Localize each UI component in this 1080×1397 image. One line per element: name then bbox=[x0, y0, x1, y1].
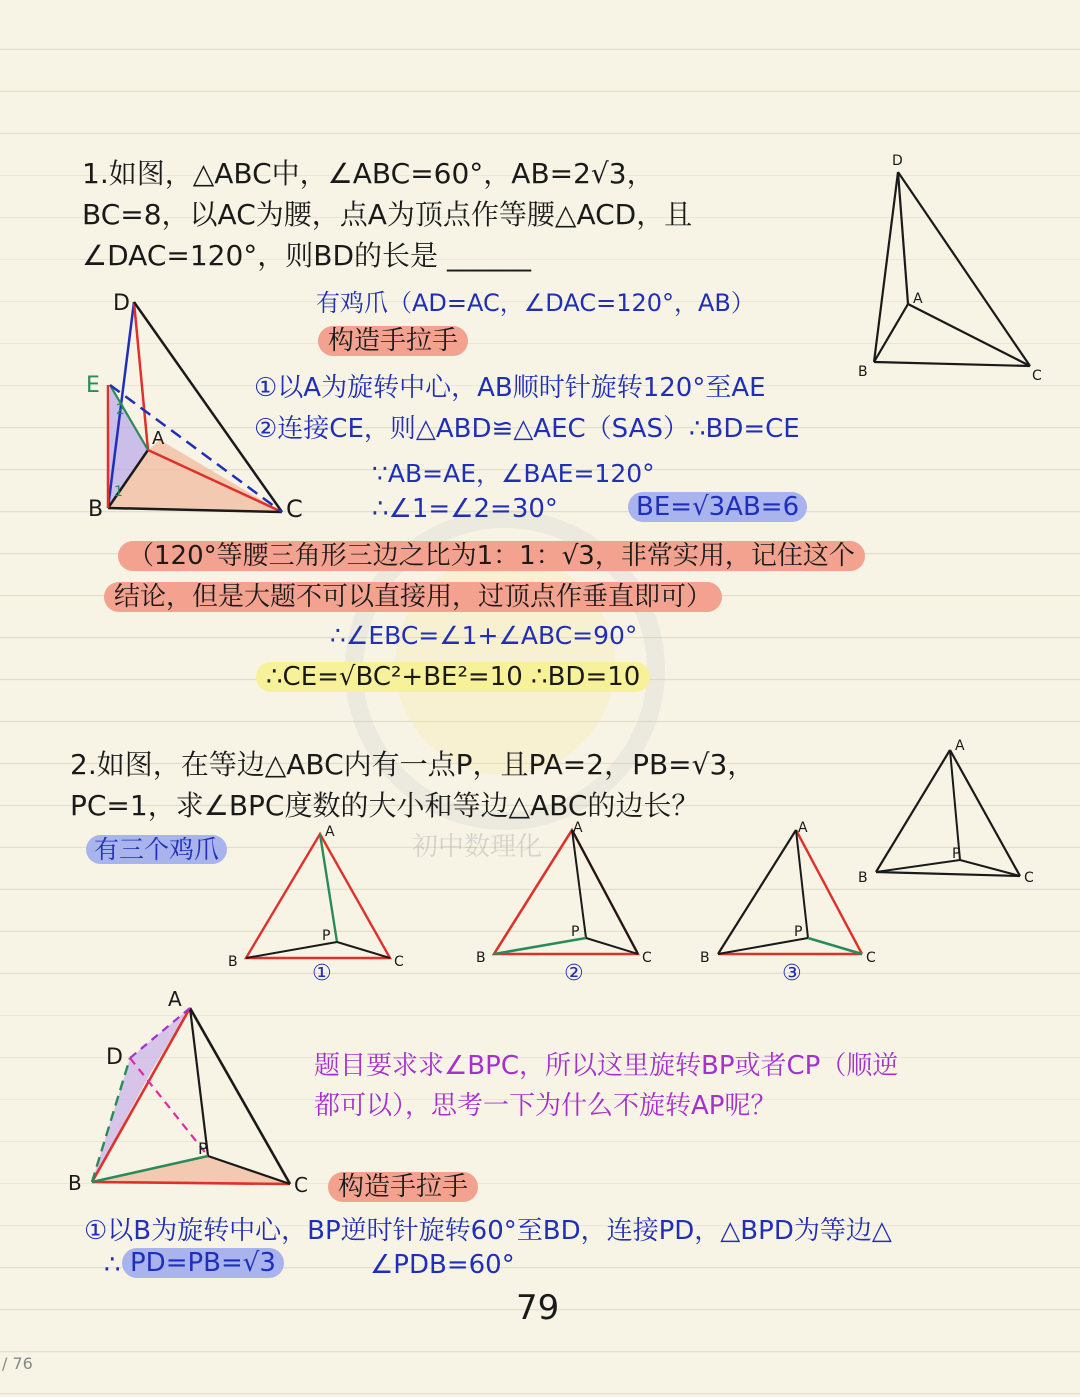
fig2s-label-a: A bbox=[955, 738, 965, 754]
fig1s-bc bbox=[874, 362, 1030, 366]
case1-label-c: C bbox=[394, 954, 404, 970]
fig2s-label-p: P bbox=[952, 846, 961, 862]
case3-pb bbox=[718, 938, 808, 954]
fig2-dp bbox=[130, 1058, 208, 1156]
p2-step2a: ∴ bbox=[104, 1250, 121, 1280]
case3-ab bbox=[718, 830, 796, 954]
p1-step2: ②连接CE，则△ABD≌△AEC（SAS）∴BD=CE bbox=[254, 414, 800, 444]
p2-step2b: PD=PB=√3 bbox=[122, 1248, 284, 1278]
case3-label-a: A bbox=[798, 820, 808, 836]
p1-step4a: ∴∠1=∠2=30° bbox=[372, 494, 558, 524]
p2-line2: PC=1，求∠BPC度数的大小和等边△ABC的边长？ bbox=[70, 789, 700, 822]
fig2s-label-b: B bbox=[858, 870, 868, 886]
case2-caption: ② bbox=[564, 961, 584, 986]
p1-tag: 构造手拉手 bbox=[318, 326, 468, 356]
case3-ac bbox=[796, 830, 862, 954]
fig1s-label-d: D bbox=[892, 153, 903, 169]
p1-step4b: BE=√3AB=6 bbox=[628, 492, 807, 522]
fig1-label-1: 1 bbox=[114, 484, 123, 500]
fig1s-ab bbox=[874, 304, 908, 362]
fig2-label-b: B bbox=[68, 1171, 82, 1195]
fig2-label-a: A bbox=[168, 987, 182, 1011]
p1-line1: 1.如图，△ABC中，∠ABC=60°，AB=2√3， bbox=[82, 157, 655, 190]
fig2s-label-c: C bbox=[1024, 870, 1034, 886]
fig2-label-d: D bbox=[106, 1045, 123, 1070]
case2-label-b: B bbox=[476, 950, 486, 966]
fig1s-da bbox=[898, 172, 908, 304]
p1-line2: BC=8，以AC为腰，点A为顶点作等腰△ACD，且 bbox=[82, 198, 693, 231]
p2-step2c: ∠PDB=60° bbox=[370, 1250, 515, 1280]
case2-label-a: A bbox=[573, 820, 583, 836]
p1-step3: ∵AB=AE，∠BAE=120° bbox=[372, 459, 655, 488]
case2-triangle bbox=[494, 830, 638, 954]
p1-step1: ①以A为旋转中心，AB顺时针旋转120°至AE bbox=[254, 373, 766, 403]
p1-note1: 有鸡爪（AD=AC，∠DAC=120°，AB） bbox=[316, 289, 755, 317]
p2-tag2: 构造手拉手 bbox=[328, 1172, 478, 1202]
p1-step6: ∴CE=√BC²+BE²=10 ∴BD=10 bbox=[256, 662, 650, 692]
case3-label-p: P bbox=[794, 924, 803, 940]
fig1s-ac bbox=[908, 304, 1030, 366]
case1-triangle bbox=[246, 834, 390, 958]
case2-pa bbox=[572, 830, 586, 938]
fig2s-ab bbox=[876, 750, 950, 872]
case2-label-p: P bbox=[571, 924, 580, 940]
case1-label-b: B bbox=[228, 954, 238, 970]
p1-line3: ∠DAC=120°，则BD的长是 ______ bbox=[82, 239, 531, 272]
fig1-label-e: E bbox=[86, 373, 100, 398]
case3-pa bbox=[796, 830, 808, 938]
p1-step5: ∴∠EBC=∠1+∠ABC=90° bbox=[330, 621, 638, 650]
fig1-label-2: 2 bbox=[116, 402, 125, 418]
fig1-label-c: C bbox=[286, 495, 303, 523]
fig1-label-a: A bbox=[152, 428, 165, 449]
fig2-label-p: P bbox=[198, 1139, 208, 1158]
fig2s-bc bbox=[876, 872, 1020, 876]
watermark-text: 初中数理化 bbox=[412, 832, 543, 862]
fig2-label-c: C bbox=[294, 1173, 308, 1197]
p2-tag1: 有三个鸡爪 bbox=[86, 835, 227, 864]
case2-ac bbox=[572, 830, 638, 954]
p2-note-b: 都可以），思考一下为什么不旋转AP呢？ bbox=[314, 1091, 777, 1121]
fig1-label-d: D bbox=[113, 291, 130, 316]
case3-label-c: C bbox=[866, 950, 876, 966]
case1-pb bbox=[246, 942, 337, 958]
case2-label-c: C bbox=[642, 950, 652, 966]
p2-line1: 2.如图，在等边△ABC内有一点P，且PA=2，PB=√3， bbox=[70, 748, 756, 781]
case2-ab bbox=[494, 830, 572, 954]
fig1s-dc bbox=[898, 172, 1030, 366]
fig1-label-b: B bbox=[88, 497, 104, 522]
p1-remark2: 结论，但是大题不可以直接用，过顶点作垂直即可） bbox=[104, 582, 722, 612]
p2-note-a: 题目要求求∠BPC，所以这里旋转BP或者CP（顺逆 bbox=[314, 1051, 899, 1081]
p1-remark1: （120°等腰三角形三边之比为1：1：√3，非常实用，记住这个 bbox=[118, 541, 865, 571]
case1-label-p: P bbox=[322, 928, 331, 944]
fig1s-db bbox=[874, 172, 898, 362]
p2-step1: ①以B为旋转中心，BP逆时针旋转60°至BD，连接PD，△BPD为等边△ bbox=[84, 1216, 892, 1246]
case1-label-a: A bbox=[325, 824, 335, 840]
fig2-ab bbox=[92, 1008, 190, 1182]
fig1s-label-a: A bbox=[913, 291, 923, 307]
page-number: 79 bbox=[516, 1288, 560, 1328]
case1-caption: ① bbox=[312, 961, 332, 986]
fig1s-label-c: C bbox=[1032, 368, 1042, 384]
fig2-pa bbox=[190, 1008, 208, 1156]
case3-caption: ③ bbox=[782, 961, 802, 986]
case2-pb bbox=[494, 938, 586, 954]
page-counter: / 76 bbox=[2, 1354, 33, 1373]
fig1s-label-b: B bbox=[858, 364, 868, 380]
case3-label-b: B bbox=[700, 950, 710, 966]
fig2s-pb bbox=[876, 860, 960, 872]
